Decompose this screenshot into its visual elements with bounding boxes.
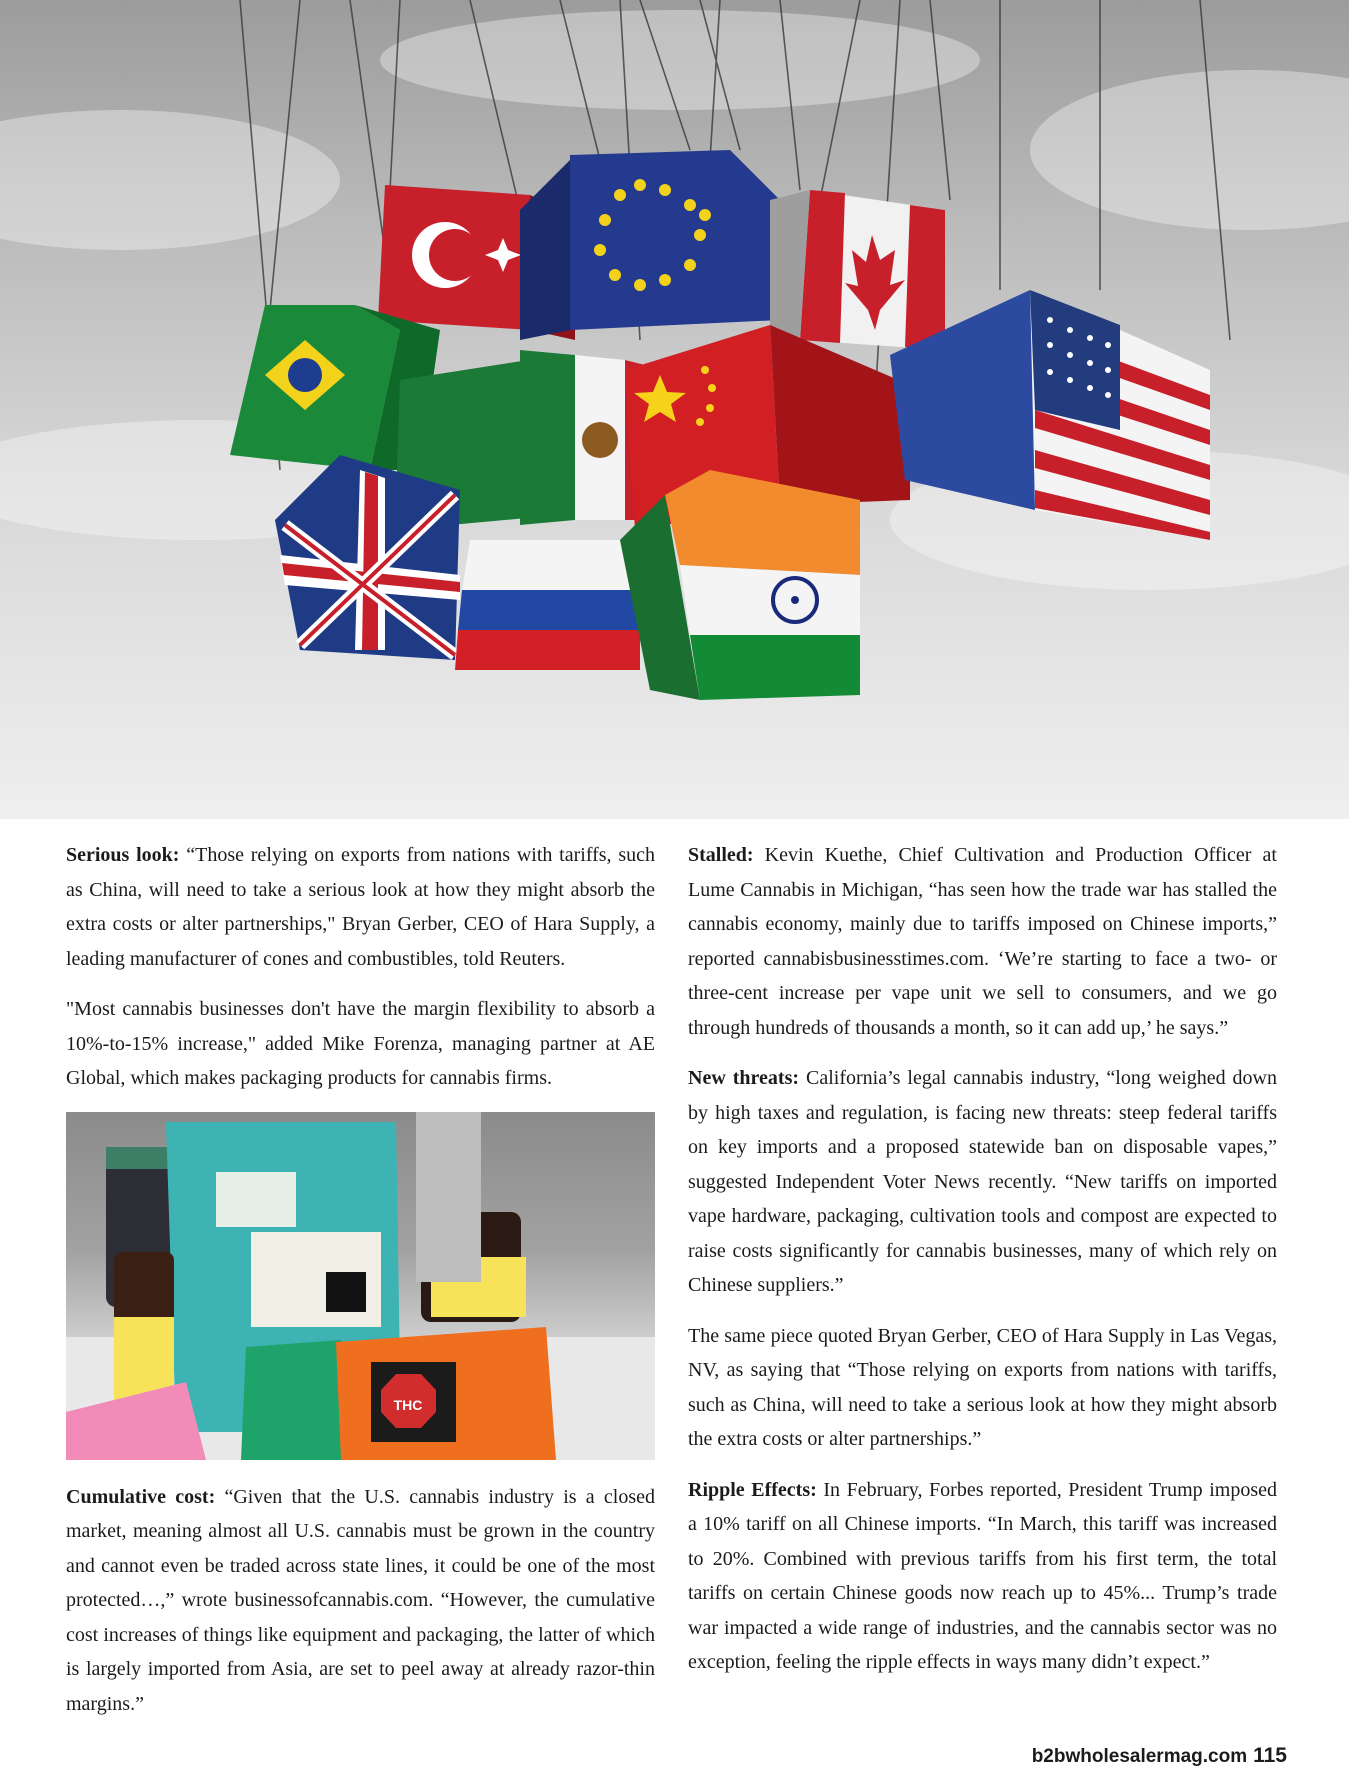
lead-new-threats: New threats: bbox=[688, 1067, 800, 1089]
page-footer bbox=[1032, 1744, 1287, 1768]
paragraph-ripple-effects bbox=[688, 1473, 1277, 1680]
text-margin-flexibility: "Most cannabis businesses don't have the margin flexibility to absorb a 10%-to-15% increase," added Mike Forenza, managing partner at AE Global, which makes packaging products for cannabis firms. bbox=[66, 998, 655, 1089]
hero-image bbox=[0, 0, 1349, 819]
left-column bbox=[66, 838, 655, 1737]
lead-serious-look: Serious look: bbox=[66, 844, 180, 866]
cannabis-packaging-illustration bbox=[66, 1112, 655, 1460]
container-eu bbox=[520, 150, 780, 340]
lead-stalled: Stalled: bbox=[688, 844, 754, 866]
paragraph-serious-look bbox=[66, 838, 655, 976]
paragraph-new-threats bbox=[688, 1061, 1277, 1303]
lead-cumulative-cost: Cumulative cost: bbox=[66, 1485, 216, 1508]
right-column bbox=[688, 838, 1277, 1696]
thc-label: THC bbox=[393, 1396, 423, 1413]
paragraph-margin-flexibility bbox=[66, 992, 655, 1096]
cannabis-packaging-photo bbox=[66, 1112, 655, 1460]
lead-ripple-effects: Ripple Effects: bbox=[688, 1478, 817, 1501]
text-same-piece: The same piece quoted Bryan Gerber, CEO of Hara Supply in Las Vegas, NV, as saying that “Those relying on exports from nations with tariffs, such as China, will need to take a serious look at how they might absorb the extra costs or alter partnerships.” bbox=[688, 1324, 1277, 1450]
flag-containers-illustration bbox=[0, 0, 1349, 819]
text-stalled: Kevin Kuethe, Chief Cultivation and Production Officer at Lume Cannabis in Michigan, “has seen how the trade war has stalled the cannabis economy, mainly due to tariffs imposed on Chinese imports,” reported cannabisbusinesstimes.com. ‘We’re starting to face a two- or three-cent increase per vape unit we sell to consumers, and we go through hundreds of thousands a month, so it can add up,’ he says.” bbox=[688, 844, 1277, 1039]
page-number: 115 bbox=[1253, 1744, 1287, 1767]
container-canada bbox=[770, 190, 945, 350]
text-ripple-effects: In February, Forbes reported, President Trump imposed a 10% tariff on all Chinese imports. “In March, this tariff was increased to 20%. Combined with previous tariffs from his first term, the total tariffs on certain Chinese goods now reach up to 45%... Trump’s trade war impacted a wide range of industries, and the cannabis sector was no exception, feeling the ripple effects in ways many didn’t expect.” bbox=[688, 1478, 1277, 1673]
text-new-threats: California’s legal cannabis industry, “long weighed down by high taxes and regulation, is facing new threats: steep federal tariffs on key imports and a proposed statewide ban on disposable vapes,” suggested Independent Voter News recently. “New tariffs on imported vape hardware, packaging, cultivation tools and compost are expected to raise costs significantly for cannabis businesses, many of which rely on Chinese suppliers.” bbox=[688, 1067, 1278, 1296]
container-india bbox=[620, 470, 860, 700]
text-serious-look: “Those relying on exports from nations with tariffs, such as China, will need to take a serious look at how they might absorb the extra costs or alter partnerships," Bryan Gerber, CEO of Hara Supply, a leading manufacturer of cones and combustibles, told Reuters. bbox=[66, 844, 655, 970]
paragraph-stalled bbox=[688, 838, 1277, 1045]
text-cumulative-cost: “Given that the U.S. cannabis industry is a closed market, meaning almost all U.S. cannabis must be grown in the country and cannot even be traded across state lines, it could be one of the most protected…,” wrote businessofcannabis.com. “However, the cumulative cost increases of things like equipment and packaging, the latter of which is largely imported from Asia, are set to peel away at already razor-thin margins.” bbox=[66, 1485, 655, 1715]
footer-site: b2bwholesalermag.com bbox=[1031, 1746, 1248, 1767]
paragraph-same-piece bbox=[688, 1319, 1277, 1457]
paragraph-cumulative-cost bbox=[66, 1480, 655, 1722]
container-russia bbox=[455, 540, 640, 670]
